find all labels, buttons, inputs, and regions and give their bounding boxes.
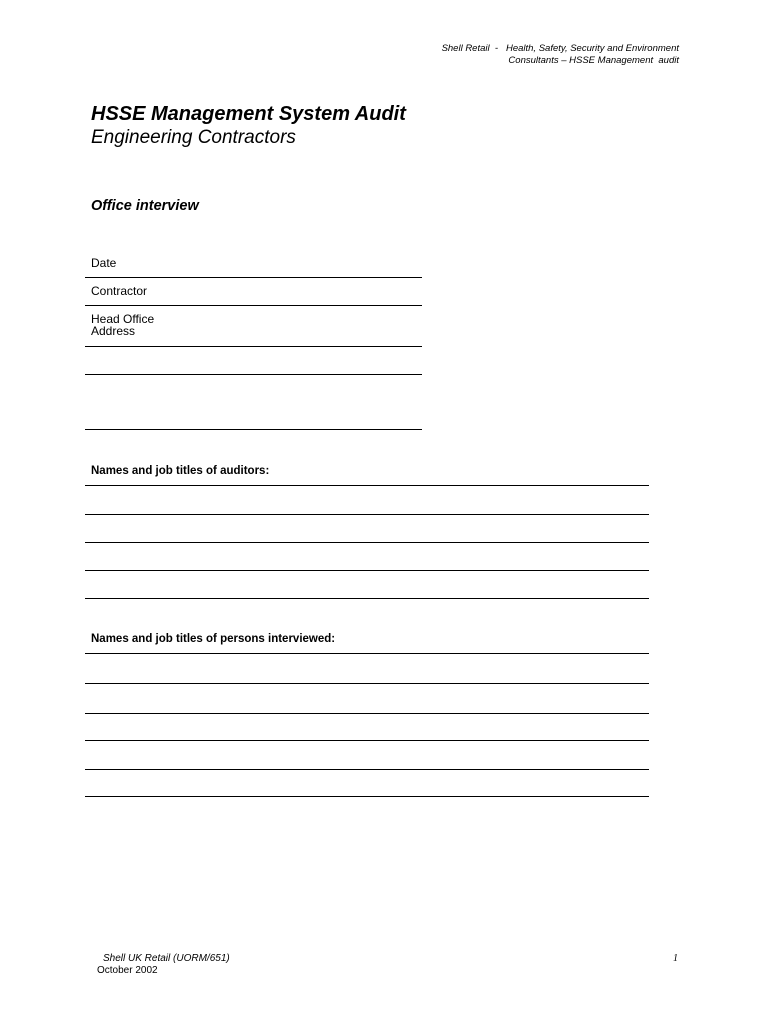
section-title: Office interview xyxy=(91,198,199,214)
interviewee-line-2[interactable] xyxy=(85,683,649,684)
address-line-1[interactable] xyxy=(85,346,422,347)
auditor-line-3[interactable] xyxy=(85,542,649,543)
head-office-label: Head Office xyxy=(91,312,155,326)
interviewee-line-6[interactable] xyxy=(85,796,649,797)
contractor-line[interactable] xyxy=(85,305,422,306)
interviewee-line-5[interactable] xyxy=(85,769,649,770)
header-line-1: Shell Retail - Health, Safety, Security and Environment xyxy=(441,43,679,54)
address-line-2[interactable] xyxy=(85,374,422,375)
date-line[interactable] xyxy=(85,277,422,278)
auditor-line-1[interactable] xyxy=(85,485,649,486)
interviewee-line-3[interactable] xyxy=(85,713,649,714)
header-line-2: Consultants – HSSE Management audit xyxy=(508,55,679,66)
auditor-line-4[interactable] xyxy=(85,570,649,571)
page-number: 1 xyxy=(673,953,678,964)
contractor-label: Contractor xyxy=(91,284,148,298)
interviewees-label: Names and job titles of persons interviewed: xyxy=(91,633,336,645)
document-subtitle: Engineering Contractors xyxy=(91,127,296,148)
auditor-line-5[interactable] xyxy=(85,598,649,599)
document-title: HSSE Management System Audit xyxy=(91,103,406,125)
interviewee-line-4[interactable] xyxy=(85,740,649,741)
footer-date: October 2002 xyxy=(97,965,158,976)
address-line-3[interactable] xyxy=(85,429,422,430)
date-label: Date xyxy=(91,256,117,270)
address-label: Address xyxy=(91,324,136,338)
interviewee-line-1[interactable] xyxy=(85,653,649,654)
footer-reference: Shell UK Retail (UORM/651) xyxy=(103,953,230,964)
auditors-label: Names and job titles of auditors: xyxy=(91,465,270,477)
auditor-line-2[interactable] xyxy=(85,514,649,515)
